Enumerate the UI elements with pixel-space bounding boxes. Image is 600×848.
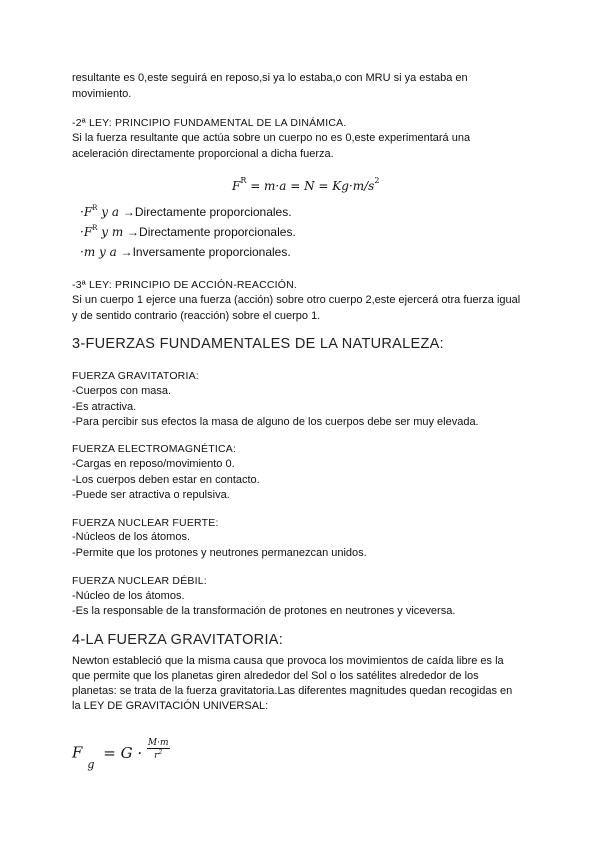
list-item: -Es atractiva. [72, 401, 137, 413]
formula-g-subscript: g [87, 757, 95, 771]
list-item: -Los cuerpos deben estar en contacto. [72, 474, 260, 486]
section3-heading: 3-FUERZAS FUNDAMENTALES DE LA NATURALEZA: [72, 336, 444, 352]
paragraph-line: que permite que los planetas giren alrededor del Sol o los satélites alrededor de los [72, 670, 479, 682]
intro-line-2: movimiento. [72, 88, 132, 100]
formula-exponent: 2 [374, 176, 380, 185]
universal-gravitation-formula [72, 738, 170, 771]
law3-line-1: Si un cuerpo 1 ejerce una fuerza (acción) sobre otro cuerpo 2,este ejercerá otra fuerza igual [72, 294, 521, 306]
proportionality-item: $\cdot F^R$ y m →Directamente proporcionales. [80, 224, 296, 239]
formula-force-symbol: F [232, 179, 241, 193]
newton-second-law-formula [232, 176, 379, 193]
intro-line-1: resultante es 0,este seguirá en reposo,si ya lo estaba,o con MRU si ya estaba en [72, 72, 468, 84]
electromagnetica-title: FUERZA ELECTROMAGNÉTICA: [72, 443, 237, 455]
law2-line-2: aceleración directamente proporcional a dicha fuerza. [72, 148, 334, 160]
list-item: -Es la responsable de la transformación de protones en neutrones y viceversa. [72, 605, 456, 617]
law2-title: -2ª LEY: PRINCIPIO FUNDAMENTAL DE LA DINÁMICA. [72, 117, 347, 129]
proportionality-item: ·m y a →Inversamente proporcionales. [80, 245, 291, 259]
list-item: -Para percibir sus efectos la masa de alguno de los cuerpos debe ser muy elevada. [72, 416, 479, 428]
formula-resultant-superscript: R [240, 176, 247, 185]
gravitatoria-title: FUERZA GRAVITATORIA: [72, 370, 199, 382]
formula-fraction [147, 738, 170, 761]
nuclear-debil-title: FUERZA NUCLEAR DÉBIL: [72, 575, 207, 587]
formula-force-symbol: F [72, 743, 83, 762]
paragraph-line: Newton estableció que la misma causa que provoca los movimientos de caída libre es la [72, 655, 504, 667]
list-item: -Núcleo de los átomos. [72, 590, 185, 602]
list-item: -Núcleos de los átomos. [72, 531, 190, 543]
paragraph-line: la LEY DE GRAVITACIÓN UNIVERSAL: [72, 700, 269, 712]
paragraph-line: planetas: se trata de la fuerza gravitatoria.Las diferentes magnitudes quedan recogidas en [72, 685, 513, 697]
proportionality-item: $\cdot F^R$ y a →Directamente proporcionales. [80, 204, 292, 219]
list-item: -Cargas en reposo/movimiento 0. [72, 458, 235, 470]
law3-title: -3ª LEY: PRINCIPIO DE ACCIÓN-REACCIÓN. [72, 279, 298, 291]
formula-equals-g: = G · [103, 743, 143, 762]
law2-line-1: Si la fuerza resultante que actúa sobre un cuerpo no es 0,este experimentará una [72, 132, 471, 144]
list-item: -Puede ser atractiva o repulsiva. [72, 489, 230, 501]
formula-rhs: = m·a = N = Kg·m/s [250, 179, 375, 193]
list-item: -Cuerpos con masa. [72, 385, 172, 397]
nuclear-fuerte-title: FUERZA NUCLEAR FUERTE: [72, 517, 219, 529]
law3-line-2: y de sentido contrario (reacción) sobre el cuerpo 1. [72, 310, 321, 322]
section4-heading: 4-LA FUERZA GRAVITATORIA: [72, 632, 284, 648]
formula-denominator: $r^2$ [154, 749, 163, 761]
formula-numerator: M·m [147, 738, 169, 748]
list-item: -Permite que los protones y neutrones permanezcan unidos. [72, 547, 367, 559]
